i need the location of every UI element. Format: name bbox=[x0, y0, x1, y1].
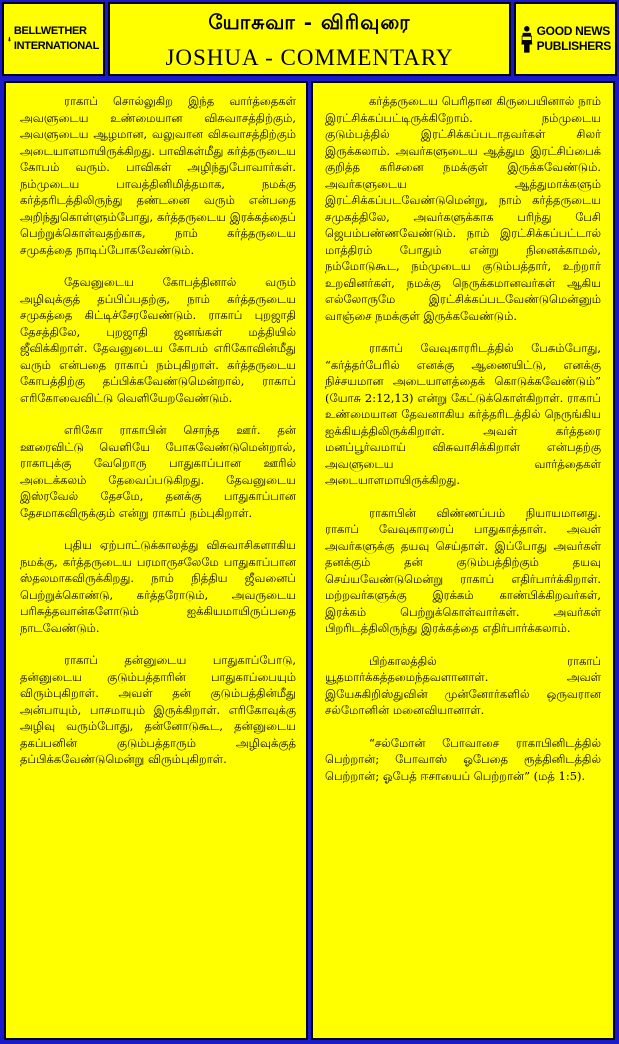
right-paragraph: ராகாபின் விண்ணப்பம் நியாயமானது. ராகாப் வேவுகாரரைப் பாதுகாத்தாள். அவள் அவர்களுக்கு தயவு செய்தாள். இப்போது அவர்கள் தனக்கும் தன் குடும்பத்திற்கும் தயவு செய்யவேண்டுமென்று ராகாப் எதிர்பார்க்கிறாள். மற்றவர்களுக்கு இரக்கம் காண்பிக்கிறவர்கள், இரக்கம் பெற்றுக்கொள்வார்கள். அவர்கள் பிறரிடத்திலிருந்து இரக்கத்தை எதிர்பார்க்கலாம். bbox=[325, 505, 601, 635]
bellwether-logo-text bbox=[14, 24, 99, 54]
book-reader-icon bbox=[520, 17, 534, 61]
right-paragraph: கர்த்தருடைய பெரிதான கிருபையினால் நாம் இரட்சிக்கப்பட்டிருக்கிறோம். நம்முடைய குடும்பத்தில் இரட்சிக்கப்படாதவர்கள் சிலர் இருக்கலாம். அவர்களுடைய ஆத்தும இரட்சிப்பைக் குறித்த கரிசனை நமக்குள் இருக்கவேண்டும். அவர்களுடைய ஆத்துமாக்களும் இரட்சிக்கப்படவேண்டுமென்று, நாம் கர்த்தருடைய சமுகத்திலே, அவர்களுக்காக பரிந்து பேசி ஜெபம்பண்ணவேண்டும். நாம் இரட்சிக்கப்பட்டால் மாத்திரம் போதும் என்று நினைக்காமல், நம்மோடுகூட, நம்முடைய குடும்பத்தார், உற்றார் உறவினர்கள், நமக்கு நெருக்கமானவர்கள் ஆகிய எல்லோருமே இரட்சிக்கப்படவேண்டுமென்னும் வாஞ்சை நமக்குள் இருக்கவேண்டும். bbox=[325, 94, 601, 323]
logo-right-line1: GOOD NEWS bbox=[536, 24, 610, 38]
logo-left-line2: INTERNATIONAL bbox=[13, 40, 99, 52]
title-english: JOSHUA - COMMENTARY bbox=[165, 45, 454, 70]
left-paragraph: ராகாப் தன்னுடைய பாதுகாப்போடு, தன்னுடைய குடும்பத்தாரின் பாதுகாப்பையும் விரும்புகிறாள். அவள் தன் குடும்பத்தின்மீது அன்பாயும், பாசமாயும் இருக்கிறாள். எரிகோவுக்கு அழிவு வரும்போது, தன்னோடுகூட, தன்னுடைய தகப்பனின் குடும்பத்தாரும் அழிவுக்குத் தப்பிக்கவேண்டுமென்று விரும்புகிறாள். bbox=[20, 653, 296, 766]
left-paragraph: எரிகோ ராகாபின் சொந்த ஊர். தன் ஊரைவிட்டு வெளியே போகவேண்டுமென்றால், ராகாபுக்கு வேறொரு பாதுகாப்பான ஊரில் அடைக்கலம் தேவைப்படுகிறது. தேவனுடைய இஸ்ரவேல் தேசமே, தனக்கு பாதுகாப்பான தேசமாகவிருக்கும் என்று ராகாப் நம்புகிறாள். bbox=[20, 423, 296, 520]
good-news-logo bbox=[514, 2, 617, 76]
right-paragraph: பிற்காலத்தில் ராகாப் யூதமார்க்கத்தமைந்தவளானாள். அவள் இயேசுகிறிஸ்துவின் முன்னோர்களில் ஒருவரான சல்மோனின் மனைவியானாள். bbox=[325, 653, 601, 717]
logo-right-line2: PUBLISHERS bbox=[536, 39, 611, 53]
title-tamil: யோசுவா - விரிவுரை bbox=[208, 10, 411, 34]
right-paragraph: “சல்மோன் போவாசை ராகாபினிடத்தில் பெற்றான்; போவாஸ் ஓபேதை ரூத்தினிடத்தில் பெற்றான்; ஓபேத் ஈசாயைப் பெற்றான்” (மத் 1:5). bbox=[325, 735, 601, 783]
right-column bbox=[311, 81, 615, 1040]
good-news-logo-text bbox=[537, 24, 611, 54]
left-paragraph: தேவனுடைய கோபத்தினால் வரும் அழிவுக்குத் தப்பிப்பதற்கு, நாம் கர்த்தருடைய சமுகத்தை கிட்டிச்சேரவேண்டும். ராகாப் புறஜாதி தேசத்திலே, புறஜாதி ஜனங்கள் மத்தியில் ஜீவிக்கிறாள். தேவனுடைய கோபம் எரிகோவின்மீது வரும் என்பதை ராகாப் நம்புகிறாள். கர்த்தருடைய கோபத்திற்கு தப்பிக்கவேண்டுமென்றால், ராகாப் எரிகோவைவிட்டு வெளியேறவேண்டும். bbox=[20, 275, 296, 405]
left-paragraph: ராகாப் சொல்லுகிற இந்த வார்த்தைகள் அவளுடைய உண்மையான விசுவாசத்திற்கும், அவளுடைய ஆழமான, வலுவான விசுவாசத்திற்கும் அடையாளமாயிருக்கிறது. பாவிகள்மீது கர்த்தருடைய கோபம் வரும். பாவிகள் அழிந்துபோவார்கள். நம்முடைய பாவத்தினிமித்தமாக, நமக்கு கர்த்தரிடத்திலிருந்து தண்டனை வரும் என்பதை அறிந்துகொள்ளும்போது, கர்த்தருடைய இரக்கத்தைப் பெற்றுக்கொள்வதற்காக, நாம் கர்த்தருடைய சமுகத்தை நாடிப்போகவேண்டும். bbox=[20, 94, 296, 257]
left-column bbox=[4, 81, 308, 1040]
bellwether-logo bbox=[2, 2, 105, 76]
right-paragraph: ராகாப் வேவுகாரரிடத்தில் பேசும்போது, “கர்த்தர்பேரில் எனக்கு ஆணையிட்டு, எனக்கு நிச்சயமான அடையாளத்தைக் கொடுக்கவேண்டும்” (யோசு 2:12,13) என்று கேட்டுக்கொள்கிறாள். ராகாப் உண்மையான தேவனாகிய கர்த்தரிடத்தில் நெருங்கிய ஐக்கியத்திலிருக்கிறாள். அவள் கர்த்தரை மனப்பூர்வமாய் விசுவாசிக்கிறாள் என்பதற்கு அவளுடைய வார்த்தைகள் அடையாளமாயிருக்கிறது. bbox=[325, 341, 601, 487]
title-panel bbox=[108, 2, 511, 76]
logo-left-line1: BELLWETHER bbox=[13, 25, 87, 37]
bellwether-ram-icon bbox=[8, 17, 11, 61]
left-paragraph: புதிய ஏற்பாட்டுக்காலத்து விசுவாசிகளாகிய நமக்கு, கர்த்தருடைய பரமாருசலேமே பாதுகாப்பான ஸ்தலமாகவிருக்கிறது. நாம் நித்திய ஜீவனைப் பெற்றுக்கொண்டு, கர்த்தரோடும், அவருடைய பரிசுத்தவான்களோடும் ஐக்கியமாயிருப்பதை நாடவேண்டும். bbox=[20, 538, 296, 635]
